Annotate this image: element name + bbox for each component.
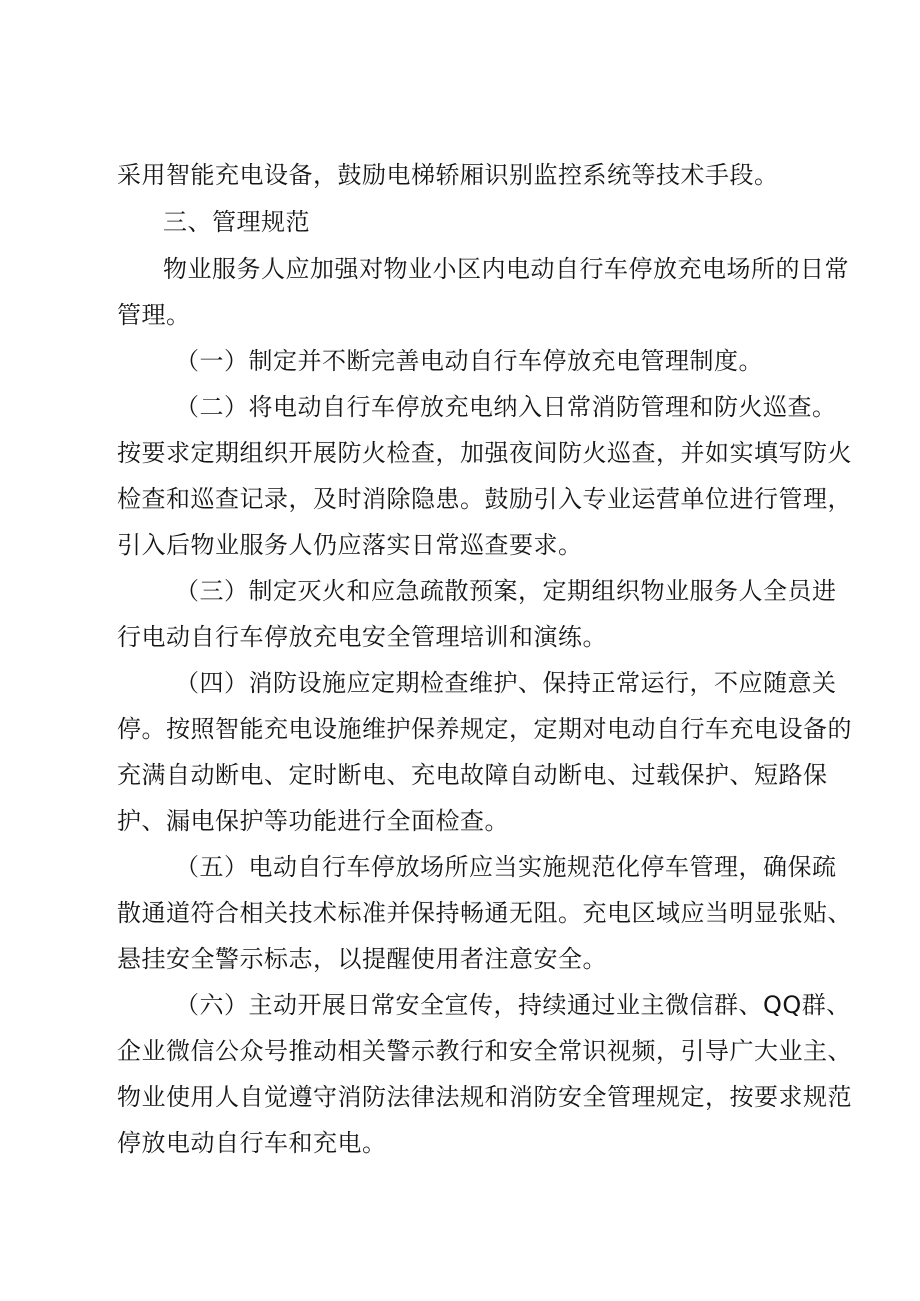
item4-line-2: 停。按照智能充电设施维护保养规定，定期对电动自行车充电设备的 xyxy=(117,715,852,743)
item5-line-1: （五）电动自行车停放场所应当实施规范化停车管理，确保疏 xyxy=(175,853,837,881)
para1-line-2: 管理。 xyxy=(117,301,191,329)
para1-line-1: 物业服务人应加强对物业小区内电动自行车停放充电场所的日常 xyxy=(163,255,849,283)
item4-line-4: 护、漏电保护等功能进行全面检查。 xyxy=(117,807,509,835)
item5-line-3: 悬挂安全警示标志，以提醒使用者注意安全。 xyxy=(117,945,607,973)
item6-line-3: 物业使用人自觉遵守消防法律法规和消防安全管理规定，按要求规范 xyxy=(117,1083,852,1111)
item4-line-1: （四）消防设施应定期检查维护、保持正常运行，不应随意关 xyxy=(175,669,837,697)
item5-line-2: 散通道符合相关技术标准并保持畅通无阻。充电区域应当明显张贴、 xyxy=(117,899,852,927)
item1-line-1: （一）制定并不断完善电动自行车停放充电管理制度。 xyxy=(175,347,763,375)
item6-line-1: （六）主动开展日常安全宣传，持续通过业主微信群、QQ群、 xyxy=(175,991,851,1019)
item3-line-1: （三）制定灭火和应急疏散预案，定期组织物业服务人全员进 xyxy=(175,577,837,605)
intro-line-1: 采用智能充电设备，鼓励电梯轿厢识别监控系统等技术手段。 xyxy=(117,161,779,189)
item6-line-2: 企业微信公众号推动相关警示教行和安全常识视频，引导广大业主、 xyxy=(117,1037,852,1065)
item2-line-4: 引入后物业服务人仍应落实日常巡查要求。 xyxy=(117,531,583,559)
item4-line-3: 充满自动断电、定时断电、充电故障自动断电、过载保护、短路保 xyxy=(117,761,828,789)
item2-line-2: 按要求定期组织开展防火检查，加强夜间防火巡查，并如实填写防火 xyxy=(117,439,852,467)
item3-line-2: 行电动自行车停放充电安全管理培训和演练。 xyxy=(117,623,607,651)
item2-line-3: 检查和巡查记录，及时消除隐患。鼓励引入专业运营单位进行管理， xyxy=(117,485,852,513)
item2-line-1: （二）将电动自行车停放充电纳入日常消防管理和防火巡查。 xyxy=(175,393,837,421)
section-heading: 三、管理规范 xyxy=(163,208,310,236)
item6-line-4: 停放电动自行车和充电。 xyxy=(117,1129,387,1157)
